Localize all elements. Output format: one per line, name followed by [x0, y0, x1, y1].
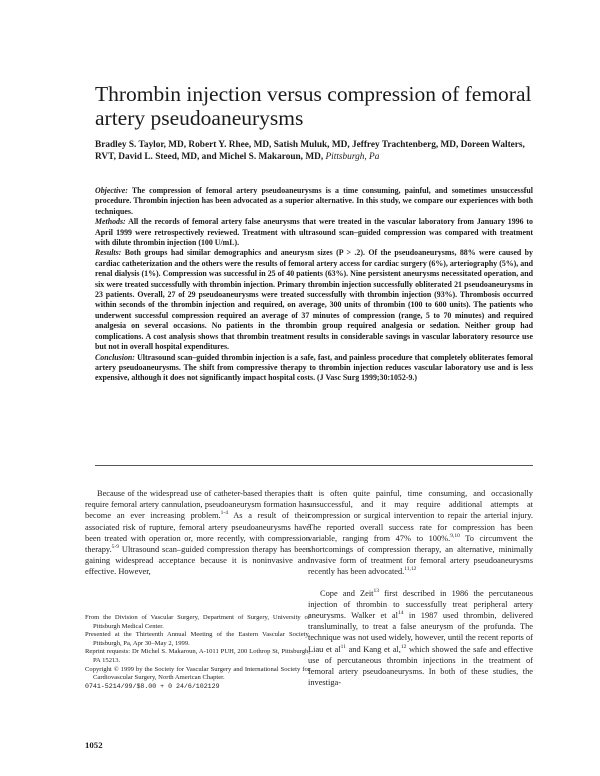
page-number: 1052: [85, 740, 103, 750]
body-column-left: [85, 488, 310, 578]
abstract-conclusion: [95, 353, 533, 384]
body-text: As a result of their associated risk of rupture, femoral artery pseudoaneurysms have been treated with operation or, more recently, with compression therapy.: [85, 511, 311, 555]
section-divider: [95, 465, 533, 466]
conclusion-label: Conclusion:: [95, 352, 135, 362]
citation: 5-9: [111, 544, 120, 551]
author-location: Pittsburgh, Pa: [325, 152, 380, 163]
footnote-code: 0741-5214/99/$8.00 + 0 24/6/102129: [85, 682, 220, 690]
footnote-presented: Presented at the Thirteenth Annual Meeting of the Eastern Vascular Society, Pittsburgh, Pa, Apr 30–May 2, 1999.: [85, 631, 310, 647]
body-paragraph: [308, 488, 533, 578]
authors-names: Bradley S. Taylor, MD, Robert Y. Rhee, MD, Satish Muluk, MD, Jeffrey Trachtenberg, MD, Doreen Walters, RVT, David L. Steed, MD, and Michel S. Makaroun, MD,: [95, 140, 525, 163]
footnote-copyright: Copyright © 1999 by the Society for Vascular Surgery and International Society for Cardiovascular Surgery, North American Chapter.: [85, 665, 310, 682]
body-text: and Kang et al,: [345, 644, 401, 654]
objective-label: Objective:: [95, 186, 128, 195]
body-text: first described in 1986 the percutaneous injection of thrombin to successfully treat peripheral artery aneurysms. Walker et al: [308, 588, 533, 621]
objective-text: The compression of femoral artery pseudoaneurysms is a time consuming, painful, and sometimes unsuccessful procedure. Thrombin injection has been advocated as a superior alternative. In this study, we compare our experiences with both techniques.: [95, 186, 533, 216]
citation: 11: [340, 643, 346, 650]
footnote-affiliation: From the Division of Vascular Surgery, Department of Surgery, University of Pittsburgh Medical Center.: [85, 614, 310, 630]
body-text: which showed the safe and effective use of percutaneous thrombin injections in the treatment of femoral artery pseudoaneurysms. In both of these studies, the investiga-: [308, 644, 534, 688]
citation: 14: [397, 610, 404, 617]
results-text: Both groups had similar demographics and aneurysm sizes (P > .2). Of the pseudoaneurysms, 88% were caused by cardiac catheterization and the others were the results of femoral artery access for cardiac surgery (6%), arteriography (5%), and renal dialysis (1%). Compression was successful in 25 of 40 patients (63%). Nine persistent aneurysms necessitated operation, and six were treated successfully with thrombin injection. Primary thrombin injection successfully obliterated 21 pseudoaneurysms in 23 patients. Overall, 27 of 29 pseudoaneurysms were treated successfully with thrombin injection (93%). Thrombosis occurred within seconds of the thrombin injection and required, on average, 300 units of thrombin (100 to 600 units). The patients who underwent successful compression required an average of 37 minutes of compression (range, 5 to 70 minutes) and required analgesia on several occasions. No patients in the thrombin group required analgesia or sedation. Neither group had complications. A cost analysis shows that thrombin treatment results in considerable savings in vascular laboratory resource use but not in overall hospital expenditures.: [95, 248, 533, 352]
citation: 13: [373, 587, 379, 594]
citation: 11,12: [404, 566, 417, 573]
body-text: Ultrasound scan–guided compression therapy has been gaining widespread acceptance because it is noninvasive and effective. However,: [85, 545, 310, 577]
results-label: Results:: [95, 248, 122, 258]
footnotes: [85, 614, 310, 691]
body-text: in 1987 used thrombin, delivered transluminally, to treat a false aneurysm of the profunda. The technique was not used widely, however, until the recent reports of Liau et al: [308, 611, 533, 654]
conclusion-text: Ultrasound scan–guided thrombin injection is a safe, fast, and painless procedure that completely obliterates femoral artery pseudoaneurysms. The shift from compressive therapy to thrombin injection reduces vascular laboratory use and is less expensive, although it does not significantly impact hospital costs. (J Vasc Surg 1999;30:1052-9.): [95, 352, 533, 383]
abstract-objective: [95, 186, 533, 217]
body-column-right: [308, 488, 533, 688]
body-text: To circumvent the shortcomings of compression therapy, an alternative, minimally invasive form of treatment for femoral artery pseudoaneurysms recently has been advocated.: [308, 533, 533, 577]
abstract-methods: [95, 217, 533, 248]
body-paragraph: [308, 588, 533, 689]
article-title: Thrombin injection versus compression of femoral artery pseudoaneurysms: [95, 82, 532, 130]
abstract-results: [95, 248, 533, 352]
author-list: [95, 139, 535, 164]
abstract: [95, 186, 533, 384]
body-paragraph: [85, 488, 310, 578]
methods-text: All the records of femoral artery false aneurysms that were treated in the vascular laboratory from January 1996 to April 1999 were retrospectively reviewed. Treatment with ultrasound scan–guided compression was compared with treatment with dilute thrombin injection (100 U/mL).: [95, 217, 533, 248]
body-text: it is often quite painful, time consuming, and occasionally unsuccessful, and it may require additional attempts at compression or surgical intervention to repair the arterial injury. The reported overall success rate for compression has been variable, ranging from 47% to 100%.: [308, 489, 533, 543]
citation: 9,10: [450, 533, 460, 540]
citation: 12: [400, 643, 407, 650]
footnote-reprint: Reprint requests: Dr Michel S. Makaroun, A-1011 PUH, 200 Lothrop St, Pittsburgh, PA 15213.: [85, 648, 310, 664]
body-text: Cope and Zeit: [320, 588, 374, 598]
citation: 1-4: [220, 510, 228, 517]
methods-label: Methods:: [95, 217, 126, 227]
body-text: Because of the widespread use of catheter-based therapies that require femoral artery cannulation, pseudoaneurysm formation has become an ever increasing problem.: [85, 489, 310, 521]
